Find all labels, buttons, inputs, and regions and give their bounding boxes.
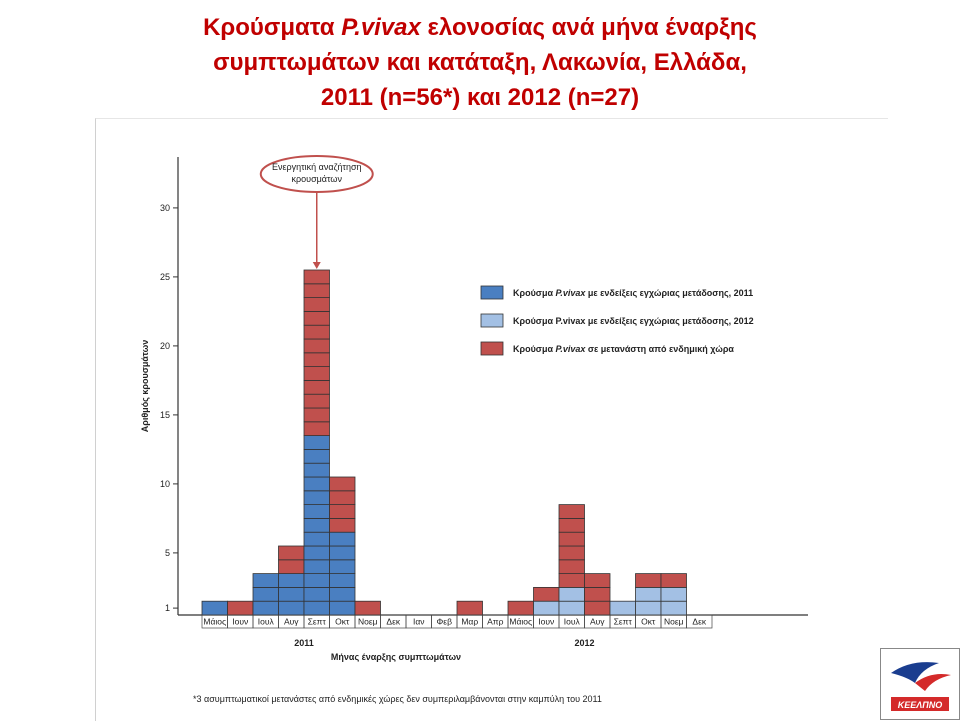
case-square-migrant xyxy=(304,298,330,312)
x-tick-label: Αυγ xyxy=(283,616,299,627)
legend-swatch xyxy=(481,314,503,327)
x-tick-label: Νοεμ xyxy=(357,616,378,627)
x-tick-label: Μαρ xyxy=(461,616,479,627)
case-square-migrant xyxy=(304,380,330,394)
case-square-local-2011 xyxy=(253,574,279,588)
x-tick-label: Μάιος xyxy=(203,616,227,627)
case-square-migrant xyxy=(559,546,585,560)
case-square-migrant xyxy=(228,601,254,615)
annotation-text-2: κρουσμάτων xyxy=(291,174,342,184)
case-square-migrant xyxy=(304,422,330,436)
case-square-migrant xyxy=(304,284,330,298)
logo-text: ΚΕΕΛΠΝΟ xyxy=(897,700,943,710)
case-square-migrant xyxy=(559,560,585,574)
case-square-local-2011 xyxy=(304,436,330,450)
x-tick-label: Οκτ xyxy=(335,616,350,627)
case-square-local-2012 xyxy=(534,601,560,615)
case-square-local-2011 xyxy=(279,587,305,601)
case-square-local-2011 xyxy=(304,491,330,505)
epi-curve-chart xyxy=(96,119,888,721)
title-line-1: Κρούσματα P.vivax ελονοσίας ανά μήνα έναρξης xyxy=(203,14,757,41)
case-square-migrant xyxy=(636,574,662,588)
logo-graphic xyxy=(881,649,959,719)
case-square-local-2011 xyxy=(279,601,305,615)
case-square-local-2011 xyxy=(330,587,356,601)
case-square-local-2012 xyxy=(661,587,687,601)
x-tick-label: Σεπτ xyxy=(613,616,632,627)
case-square-local-2011 xyxy=(202,601,228,615)
y-tick-label: 1 xyxy=(164,603,170,614)
case-square-migrant xyxy=(279,546,305,560)
keelpno-logo xyxy=(880,648,960,720)
y-tick-label: 30 xyxy=(159,202,170,213)
x-tick-label: Φεβ xyxy=(436,616,452,627)
case-square-migrant xyxy=(304,367,330,381)
case-square-local-2011 xyxy=(253,601,279,615)
case-square-migrant xyxy=(534,587,560,601)
y-tick-label: 15 xyxy=(159,409,170,420)
case-square-local-2011 xyxy=(330,546,356,560)
case-square-migrant xyxy=(330,477,356,491)
case-square-local-2011 xyxy=(330,532,356,546)
chart-title xyxy=(90,10,870,115)
case-square-migrant xyxy=(304,325,330,339)
x-tick-label: Ιουν xyxy=(232,616,249,627)
case-square-migrant xyxy=(279,560,305,574)
case-square-local-2011 xyxy=(304,505,330,519)
x-axis-title: Μήνας έναρξης συμπτωμάτων xyxy=(330,652,462,662)
annotation-arrow-head xyxy=(313,262,321,269)
case-square-local-2012 xyxy=(559,587,585,601)
case-square-migrant xyxy=(585,601,611,615)
case-square-local-2012 xyxy=(559,601,585,615)
x-tick-label: Μάιος xyxy=(509,616,533,627)
chart-panel xyxy=(95,118,888,721)
case-square-local-2011 xyxy=(330,601,356,615)
case-square-local-2012 xyxy=(661,601,687,615)
case-square-migrant xyxy=(585,587,611,601)
x-tick-label: Ιουν xyxy=(538,616,555,627)
annotation-text-1: Ενεργητική αναζήτηση xyxy=(271,162,362,172)
case-square-migrant xyxy=(304,311,330,325)
case-square-migrant xyxy=(559,518,585,532)
case-square-local-2012 xyxy=(610,601,636,615)
case-square-migrant xyxy=(457,601,483,615)
case-square-local-2011 xyxy=(304,601,330,615)
x-tick-label: Αυγ xyxy=(589,616,605,627)
case-square-local-2012 xyxy=(636,587,662,601)
case-square-local-2011 xyxy=(330,560,356,574)
case-square-local-2011 xyxy=(253,587,279,601)
case-square-local-2011 xyxy=(304,463,330,477)
case-square-local-2011 xyxy=(304,546,330,560)
y-tick-label: 5 xyxy=(164,547,170,558)
legend-label: Κρούσμα P.vivax με ενδείξεις εγχώριας μετάδοσης, 2012 xyxy=(513,316,754,326)
case-square-migrant xyxy=(304,270,330,284)
case-square-migrant xyxy=(508,601,534,615)
year-label: 2012 xyxy=(574,638,595,648)
case-square-migrant xyxy=(304,408,330,422)
y-tick-label: 20 xyxy=(159,340,170,351)
case-square-migrant xyxy=(304,339,330,353)
case-square-local-2011 xyxy=(304,449,330,463)
case-square-migrant xyxy=(585,574,611,588)
case-square-migrant xyxy=(330,505,356,519)
legend-label: Κρούσμα P.vivax με ενδείξεις εγχώριας μετάδοσης, 2011 xyxy=(513,288,754,298)
case-square-migrant xyxy=(304,353,330,367)
case-square-migrant xyxy=(559,532,585,546)
case-square-local-2012 xyxy=(636,601,662,615)
legend-swatch xyxy=(481,342,503,355)
case-square-migrant xyxy=(559,505,585,519)
case-square-local-2011 xyxy=(330,574,356,588)
x-tick-label: Οκτ xyxy=(641,616,656,627)
case-square-local-2011 xyxy=(279,574,305,588)
title-line-2: συμπτωμάτων και κατάταξη, Λακωνία, Ελλάδα, xyxy=(213,49,747,76)
y-tick-label: 10 xyxy=(159,478,170,489)
x-tick-label: Ιουλ xyxy=(563,616,580,627)
x-tick-label: Ιουλ xyxy=(257,616,274,627)
case-square-migrant xyxy=(330,518,356,532)
legend-label: Κρούσμα P.vivax σε μετανάστη από ενδημική χώρα xyxy=(513,344,734,354)
bird-wing-icon xyxy=(915,674,951,691)
case-square-migrant xyxy=(559,574,585,588)
y-axis-title: Αριθμός κρουσμάτων xyxy=(140,339,150,433)
case-square-local-2011 xyxy=(304,518,330,532)
x-tick-label: Σεπτ xyxy=(307,616,326,627)
y-tick-label: 25 xyxy=(159,271,170,282)
x-tick-label: Νοεμ xyxy=(663,616,684,627)
x-tick-label: Απρ xyxy=(487,616,504,627)
legend-swatch xyxy=(481,286,503,299)
case-square-local-2011 xyxy=(304,477,330,491)
case-square-local-2011 xyxy=(304,560,330,574)
case-square-local-2011 xyxy=(304,574,330,588)
case-square-migrant xyxy=(330,491,356,505)
case-square-migrant xyxy=(661,574,687,588)
case-square-migrant xyxy=(304,394,330,408)
year-label: 2011 xyxy=(294,638,314,648)
title-line-3: 2011 (n=56*) και 2012 (n=27) xyxy=(320,84,640,111)
case-square-local-2011 xyxy=(304,532,330,546)
case-square-migrant xyxy=(355,601,381,615)
x-tick-label: Ιαν xyxy=(412,616,425,627)
x-tick-label: Δεκ xyxy=(386,616,401,627)
case-square-local-2011 xyxy=(304,587,330,601)
footnote: *3 ασυμπτωματικοί μετανάστες από ενδημικές χώρες δεν συμπεριλαμβάνονται στην καμπύλη του 2011 xyxy=(193,694,602,704)
x-tick-label: Δεκ xyxy=(692,616,707,627)
